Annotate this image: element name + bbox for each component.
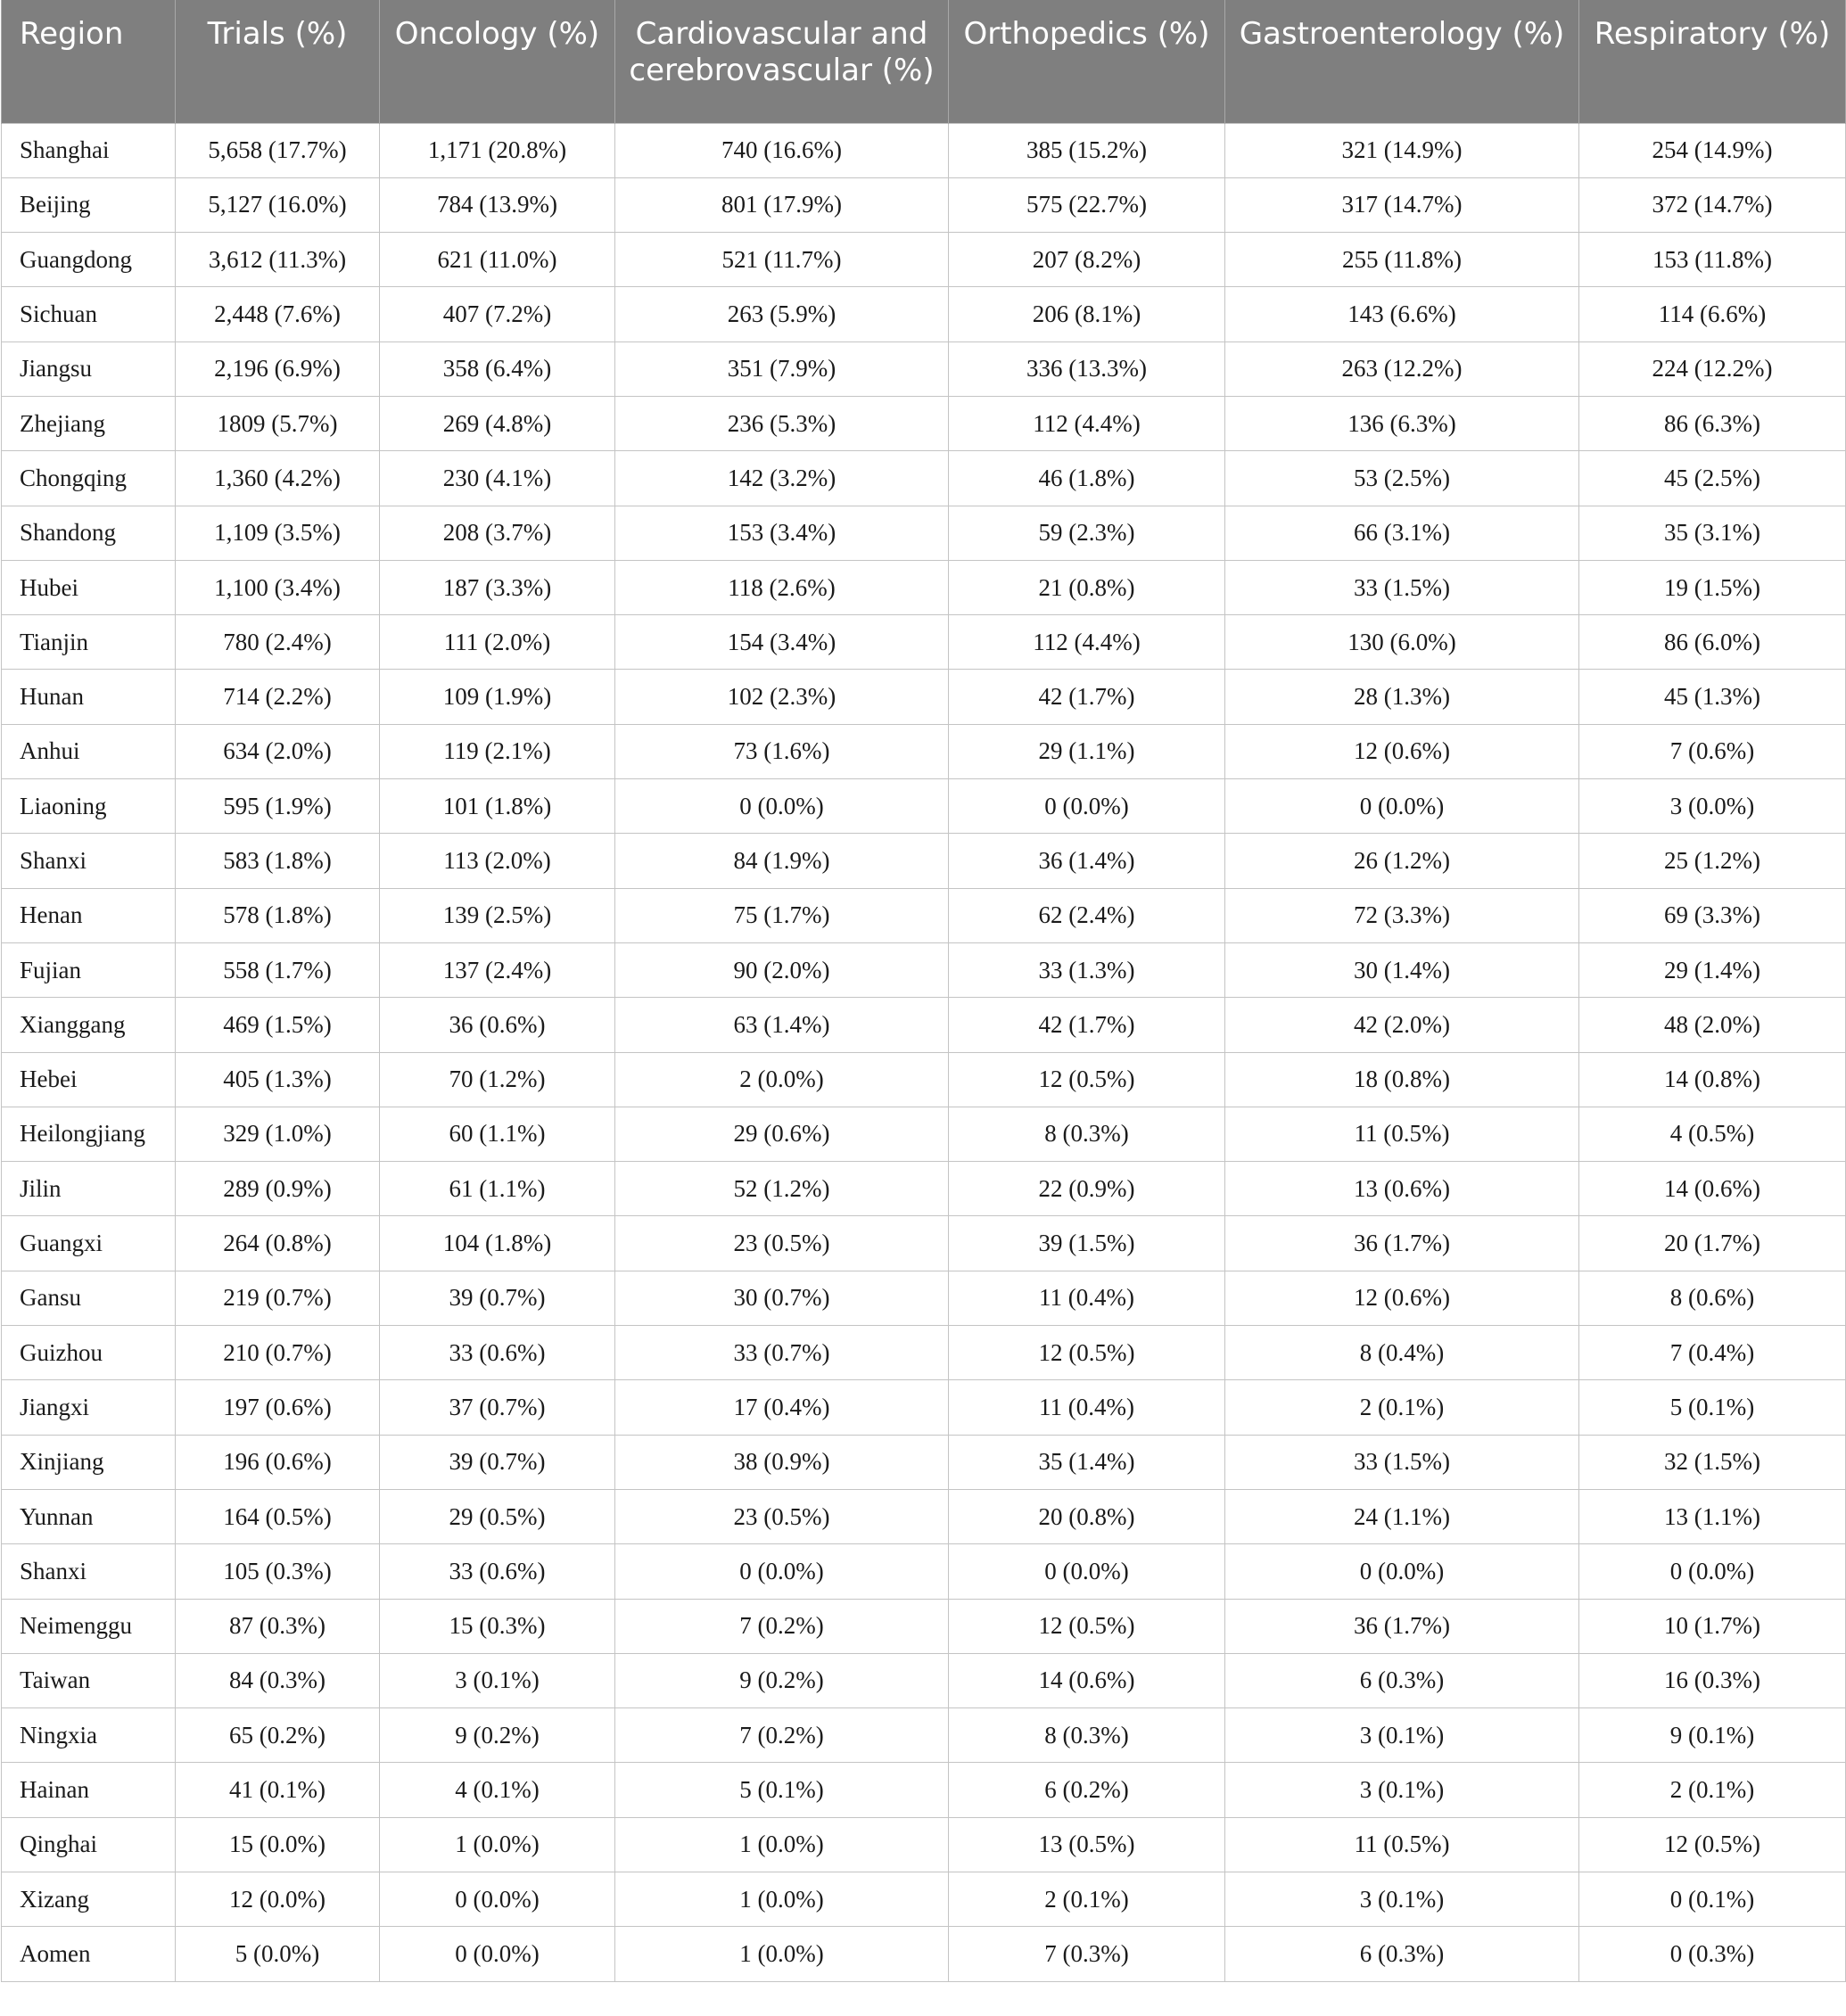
table-row bbox=[2, 287, 1846, 341]
cell-cardiovascular: 0 (0.0%) bbox=[615, 779, 949, 834]
cell-orthopedics: 6 (0.2%) bbox=[949, 1763, 1225, 1817]
cell-trials: 12 (0.0%) bbox=[176, 1872, 380, 1927]
cell-region: Guangxi bbox=[2, 1216, 176, 1271]
cell-gastroenterology: 36 (1.7%) bbox=[1225, 1599, 1579, 1653]
cell-trials: 87 (0.3%) bbox=[176, 1599, 380, 1653]
cell-cardiovascular: 740 (16.6%) bbox=[615, 123, 949, 177]
cell-region: Qinghai bbox=[2, 1817, 176, 1872]
cell-trials: 84 (0.3%) bbox=[176, 1653, 380, 1707]
cell-oncology: 70 (1.2%) bbox=[380, 1052, 615, 1107]
cell-respiratory: 114 (6.6%) bbox=[1579, 287, 1846, 341]
cell-region: Hebei bbox=[2, 1052, 176, 1107]
cell-oncology: 119 (2.1%) bbox=[380, 724, 615, 778]
table-row bbox=[2, 123, 1846, 177]
cell-oncology: 1,171 (20.8%) bbox=[380, 123, 615, 177]
cell-gastroenterology: 8 (0.4%) bbox=[1225, 1326, 1579, 1380]
cell-region: Hunan bbox=[2, 670, 176, 724]
cell-trials: 583 (1.8%) bbox=[176, 834, 380, 888]
cell-cardiovascular: 30 (0.7%) bbox=[615, 1271, 949, 1325]
cell-cardiovascular: 1 (0.0%) bbox=[615, 1872, 949, 1927]
cell-trials: 197 (0.6%) bbox=[176, 1380, 380, 1435]
cell-oncology: 269 (4.8%) bbox=[380, 396, 615, 450]
cell-gastroenterology: 3 (0.1%) bbox=[1225, 1708, 1579, 1763]
cell-cardiovascular: 801 (17.9%) bbox=[615, 177, 949, 232]
cell-oncology: 36 (0.6%) bbox=[380, 998, 615, 1052]
cell-cardiovascular: 1 (0.0%) bbox=[615, 1927, 949, 1981]
cell-gastroenterology: 3 (0.1%) bbox=[1225, 1763, 1579, 1817]
cell-respiratory: 254 (14.9%) bbox=[1579, 123, 1846, 177]
table-row bbox=[2, 1544, 1846, 1599]
table-row bbox=[2, 1216, 1846, 1271]
table-row bbox=[2, 1380, 1846, 1435]
cell-orthopedics: 22 (0.9%) bbox=[949, 1162, 1225, 1216]
table-row bbox=[2, 560, 1846, 614]
cell-respiratory: 16 (0.3%) bbox=[1579, 1653, 1846, 1707]
table-row bbox=[2, 1927, 1846, 1981]
cell-oncology: 187 (3.3%) bbox=[380, 560, 615, 614]
cell-trials: 3,612 (11.3%) bbox=[176, 233, 380, 287]
cell-orthopedics: 112 (4.4%) bbox=[949, 396, 1225, 450]
cell-orthopedics: 29 (1.1%) bbox=[949, 724, 1225, 778]
cell-region: Heilongjiang bbox=[2, 1107, 176, 1161]
cell-respiratory: 9 (0.1%) bbox=[1579, 1708, 1846, 1763]
table-row bbox=[2, 396, 1846, 450]
header-respiratory: Respiratory (%) bbox=[1579, 0, 1846, 123]
cell-trials: 210 (0.7%) bbox=[176, 1326, 380, 1380]
cell-orthopedics: 59 (2.3%) bbox=[949, 506, 1225, 560]
cell-cardiovascular: 102 (2.3%) bbox=[615, 670, 949, 724]
cell-trials: 164 (0.5%) bbox=[176, 1489, 380, 1543]
table-row bbox=[2, 506, 1846, 560]
cell-oncology: 111 (2.0%) bbox=[380, 615, 615, 670]
cell-oncology: 37 (0.7%) bbox=[380, 1380, 615, 1435]
cell-gastroenterology: 317 (14.7%) bbox=[1225, 177, 1579, 232]
cell-region: Aomen bbox=[2, 1927, 176, 1981]
cell-oncology: 109 (1.9%) bbox=[380, 670, 615, 724]
table-row bbox=[2, 1162, 1846, 1216]
cell-trials: 714 (2.2%) bbox=[176, 670, 380, 724]
header-gastroenterology: Gastroenterology (%) bbox=[1225, 0, 1579, 123]
cell-gastroenterology: 72 (3.3%) bbox=[1225, 888, 1579, 942]
cell-respiratory: 20 (1.7%) bbox=[1579, 1216, 1846, 1271]
cell-oncology: 208 (3.7%) bbox=[380, 506, 615, 560]
cell-trials: 5 (0.0%) bbox=[176, 1927, 380, 1981]
table-row bbox=[2, 724, 1846, 778]
cell-oncology: 358 (6.4%) bbox=[380, 341, 615, 396]
cell-region: Fujian bbox=[2, 942, 176, 997]
cell-cardiovascular: 118 (2.6%) bbox=[615, 560, 949, 614]
cell-oncology: 0 (0.0%) bbox=[380, 1927, 615, 1981]
header-row bbox=[2, 0, 1846, 123]
cell-cardiovascular: 142 (3.2%) bbox=[615, 451, 949, 506]
cell-gastroenterology: 42 (2.0%) bbox=[1225, 998, 1579, 1052]
cell-cardiovascular: 236 (5.3%) bbox=[615, 396, 949, 450]
cell-cardiovascular: 351 (7.9%) bbox=[615, 341, 949, 396]
cell-oncology: 39 (0.7%) bbox=[380, 1271, 615, 1325]
cell-respiratory: 10 (1.7%) bbox=[1579, 1599, 1846, 1653]
cell-cardiovascular: 154 (3.4%) bbox=[615, 615, 949, 670]
cell-oncology: 104 (1.8%) bbox=[380, 1216, 615, 1271]
table-row bbox=[2, 615, 1846, 670]
cell-oncology: 9 (0.2%) bbox=[380, 1708, 615, 1763]
cell-orthopedics: 8 (0.3%) bbox=[949, 1708, 1225, 1763]
cell-region: Yunnan bbox=[2, 1489, 176, 1543]
cell-oncology: 61 (1.1%) bbox=[380, 1162, 615, 1216]
cell-oncology: 139 (2.5%) bbox=[380, 888, 615, 942]
table-row bbox=[2, 670, 1846, 724]
cell-orthopedics: 12 (0.5%) bbox=[949, 1052, 1225, 1107]
cell-oncology: 113 (2.0%) bbox=[380, 834, 615, 888]
table-row bbox=[2, 233, 1846, 287]
cell-cardiovascular: 9 (0.2%) bbox=[615, 1653, 949, 1707]
cell-trials: 595 (1.9%) bbox=[176, 779, 380, 834]
table-row bbox=[2, 942, 1846, 997]
cell-orthopedics: 206 (8.1%) bbox=[949, 287, 1225, 341]
cell-trials: 634 (2.0%) bbox=[176, 724, 380, 778]
cell-oncology: 39 (0.7%) bbox=[380, 1435, 615, 1489]
cell-region: Sichuan bbox=[2, 287, 176, 341]
cell-cardiovascular: 38 (0.9%) bbox=[615, 1435, 949, 1489]
cell-orthopedics: 8 (0.3%) bbox=[949, 1107, 1225, 1161]
cell-oncology: 60 (1.1%) bbox=[380, 1107, 615, 1161]
cell-respiratory: 0 (0.3%) bbox=[1579, 1927, 1846, 1981]
cell-gastroenterology: 33 (1.5%) bbox=[1225, 560, 1579, 614]
cell-gastroenterology: 13 (0.6%) bbox=[1225, 1162, 1579, 1216]
cell-respiratory: 69 (3.3%) bbox=[1579, 888, 1846, 942]
cell-gastroenterology: 0 (0.0%) bbox=[1225, 1544, 1579, 1599]
cell-region: Tianjin bbox=[2, 615, 176, 670]
cell-oncology: 137 (2.4%) bbox=[380, 942, 615, 997]
cell-orthopedics: 46 (1.8%) bbox=[949, 451, 1225, 506]
cell-respiratory: 86 (6.3%) bbox=[1579, 396, 1846, 450]
cell-gastroenterology: 6 (0.3%) bbox=[1225, 1653, 1579, 1707]
cell-orthopedics: 35 (1.4%) bbox=[949, 1435, 1225, 1489]
header-oncology: Oncology (%) bbox=[380, 0, 615, 123]
cell-cardiovascular: 0 (0.0%) bbox=[615, 1544, 949, 1599]
cell-cardiovascular: 75 (1.7%) bbox=[615, 888, 949, 942]
cell-orthopedics: 42 (1.7%) bbox=[949, 670, 1225, 724]
table-row bbox=[2, 779, 1846, 834]
cell-gastroenterology: 0 (0.0%) bbox=[1225, 779, 1579, 834]
header-orthopedics: Orthopedics (%) bbox=[949, 0, 1225, 123]
cell-oncology: 621 (11.0%) bbox=[380, 233, 615, 287]
region-trials-table bbox=[1, 0, 1846, 1982]
cell-oncology: 0 (0.0%) bbox=[380, 1872, 615, 1927]
cell-oncology: 230 (4.1%) bbox=[380, 451, 615, 506]
cell-trials: 1,109 (3.5%) bbox=[176, 506, 380, 560]
cell-cardiovascular: 90 (2.0%) bbox=[615, 942, 949, 997]
cell-trials: 65 (0.2%) bbox=[176, 1708, 380, 1763]
cell-trials: 41 (0.1%) bbox=[176, 1763, 380, 1817]
cell-region: Liaoning bbox=[2, 779, 176, 834]
cell-gastroenterology: 18 (0.8%) bbox=[1225, 1052, 1579, 1107]
table-row bbox=[2, 1763, 1846, 1817]
cell-orthopedics: 385 (15.2%) bbox=[949, 123, 1225, 177]
cell-oncology: 1 (0.0%) bbox=[380, 1817, 615, 1872]
cell-orthopedics: 33 (1.3%) bbox=[949, 942, 1225, 997]
cell-respiratory: 32 (1.5%) bbox=[1579, 1435, 1846, 1489]
table-body bbox=[2, 123, 1846, 1981]
cell-oncology: 4 (0.1%) bbox=[380, 1763, 615, 1817]
table-row bbox=[2, 341, 1846, 396]
cell-region: Hubei bbox=[2, 560, 176, 614]
cell-orthopedics: 36 (1.4%) bbox=[949, 834, 1225, 888]
cell-gastroenterology: 66 (3.1%) bbox=[1225, 506, 1579, 560]
cell-orthopedics: 336 (13.3%) bbox=[949, 341, 1225, 396]
cell-respiratory: 4 (0.5%) bbox=[1579, 1107, 1846, 1161]
cell-region: Guangdong bbox=[2, 233, 176, 287]
cell-trials: 405 (1.3%) bbox=[176, 1052, 380, 1107]
cell-oncology: 33 (0.6%) bbox=[380, 1544, 615, 1599]
cell-oncology: 784 (13.9%) bbox=[380, 177, 615, 232]
cell-respiratory: 372 (14.7%) bbox=[1579, 177, 1846, 232]
cell-orthopedics: 12 (0.5%) bbox=[949, 1326, 1225, 1380]
cell-cardiovascular: 7 (0.2%) bbox=[615, 1599, 949, 1653]
cell-cardiovascular: 2 (0.0%) bbox=[615, 1052, 949, 1107]
cell-gastroenterology: 6 (0.3%) bbox=[1225, 1927, 1579, 1981]
cell-trials: 15 (0.0%) bbox=[176, 1817, 380, 1872]
cell-respiratory: 14 (0.6%) bbox=[1579, 1162, 1846, 1216]
cell-trials: 196 (0.6%) bbox=[176, 1435, 380, 1489]
cell-orthopedics: 0 (0.0%) bbox=[949, 1544, 1225, 1599]
cell-trials: 2,196 (6.9%) bbox=[176, 341, 380, 396]
cell-trials: 105 (0.3%) bbox=[176, 1544, 380, 1599]
cell-gastroenterology: 255 (11.8%) bbox=[1225, 233, 1579, 287]
cell-gastroenterology: 130 (6.0%) bbox=[1225, 615, 1579, 670]
cell-trials: 469 (1.5%) bbox=[176, 998, 380, 1052]
cell-trials: 578 (1.8%) bbox=[176, 888, 380, 942]
cell-orthopedics: 39 (1.5%) bbox=[949, 1216, 1225, 1271]
cell-respiratory: 5 (0.1%) bbox=[1579, 1380, 1846, 1435]
cell-respiratory: 29 (1.4%) bbox=[1579, 942, 1846, 997]
cell-region: Jiangsu bbox=[2, 341, 176, 396]
table-row bbox=[2, 834, 1846, 888]
cell-gastroenterology: 12 (0.6%) bbox=[1225, 724, 1579, 778]
cell-respiratory: 19 (1.5%) bbox=[1579, 560, 1846, 614]
cell-oncology: 15 (0.3%) bbox=[380, 1599, 615, 1653]
cell-orthopedics: 62 (2.4%) bbox=[949, 888, 1225, 942]
cell-oncology: 29 (0.5%) bbox=[380, 1489, 615, 1543]
cell-respiratory: 14 (0.8%) bbox=[1579, 1052, 1846, 1107]
table-row bbox=[2, 1326, 1846, 1380]
cell-gastroenterology: 136 (6.3%) bbox=[1225, 396, 1579, 450]
cell-respiratory: 45 (1.3%) bbox=[1579, 670, 1846, 724]
cell-respiratory: 3 (0.0%) bbox=[1579, 779, 1846, 834]
cell-region: Xianggang bbox=[2, 998, 176, 1052]
cell-respiratory: 48 (2.0%) bbox=[1579, 998, 1846, 1052]
cell-orthopedics: 20 (0.8%) bbox=[949, 1489, 1225, 1543]
cell-gastroenterology: 263 (12.2%) bbox=[1225, 341, 1579, 396]
cell-respiratory: 8 (0.6%) bbox=[1579, 1271, 1846, 1325]
cell-cardiovascular: 73 (1.6%) bbox=[615, 724, 949, 778]
cell-region: Gansu bbox=[2, 1271, 176, 1325]
cell-gastroenterology: 26 (1.2%) bbox=[1225, 834, 1579, 888]
cell-region: Zhejiang bbox=[2, 396, 176, 450]
cell-orthopedics: 42 (1.7%) bbox=[949, 998, 1225, 1052]
header-region: Region bbox=[2, 0, 176, 123]
cell-trials: 264 (0.8%) bbox=[176, 1216, 380, 1271]
cell-region: Xinjiang bbox=[2, 1435, 176, 1489]
cell-region: Jilin bbox=[2, 1162, 176, 1216]
table-row bbox=[2, 998, 1846, 1052]
cell-cardiovascular: 23 (0.5%) bbox=[615, 1216, 949, 1271]
table-row bbox=[2, 1817, 1846, 1872]
cell-cardiovascular: 153 (3.4%) bbox=[615, 506, 949, 560]
cell-trials: 289 (0.9%) bbox=[176, 1162, 380, 1216]
cell-respiratory: 2 (0.1%) bbox=[1579, 1763, 1846, 1817]
cell-orthopedics: 2 (0.1%) bbox=[949, 1872, 1225, 1927]
cell-trials: 1,100 (3.4%) bbox=[176, 560, 380, 614]
cell-trials: 5,658 (17.7%) bbox=[176, 123, 380, 177]
cell-respiratory: 0 (0.0%) bbox=[1579, 1544, 1846, 1599]
cell-gastroenterology: 11 (0.5%) bbox=[1225, 1817, 1579, 1872]
cell-trials: 5,127 (16.0%) bbox=[176, 177, 380, 232]
cell-region: Xizang bbox=[2, 1872, 176, 1927]
cell-cardiovascular: 23 (0.5%) bbox=[615, 1489, 949, 1543]
cell-cardiovascular: 33 (0.7%) bbox=[615, 1326, 949, 1380]
cell-gastroenterology: 30 (1.4%) bbox=[1225, 942, 1579, 997]
cell-respiratory: 86 (6.0%) bbox=[1579, 615, 1846, 670]
cell-gastroenterology: 33 (1.5%) bbox=[1225, 1435, 1579, 1489]
cell-cardiovascular: 63 (1.4%) bbox=[615, 998, 949, 1052]
table-row bbox=[2, 1872, 1846, 1927]
cell-gastroenterology: 28 (1.3%) bbox=[1225, 670, 1579, 724]
cell-cardiovascular: 5 (0.1%) bbox=[615, 1763, 949, 1817]
table-row bbox=[2, 1708, 1846, 1763]
cell-orthopedics: 112 (4.4%) bbox=[949, 615, 1225, 670]
cell-cardiovascular: 521 (11.7%) bbox=[615, 233, 949, 287]
cell-gastroenterology: 321 (14.9%) bbox=[1225, 123, 1579, 177]
cell-region: Jiangxi bbox=[2, 1380, 176, 1435]
cell-region: Guizhou bbox=[2, 1326, 176, 1380]
cell-gastroenterology: 11 (0.5%) bbox=[1225, 1107, 1579, 1161]
cell-orthopedics: 575 (22.7%) bbox=[949, 177, 1225, 232]
cell-trials: 558 (1.7%) bbox=[176, 942, 380, 997]
cell-trials: 219 (0.7%) bbox=[176, 1271, 380, 1325]
cell-region: Beijing bbox=[2, 177, 176, 232]
table-row bbox=[2, 888, 1846, 942]
table-row bbox=[2, 1107, 1846, 1161]
table-row bbox=[2, 177, 1846, 232]
cell-respiratory: 7 (0.4%) bbox=[1579, 1326, 1846, 1380]
cell-orthopedics: 12 (0.5%) bbox=[949, 1599, 1225, 1653]
table-row bbox=[2, 1599, 1846, 1653]
cell-orthopedics: 207 (8.2%) bbox=[949, 233, 1225, 287]
cell-region: Hainan bbox=[2, 1763, 176, 1817]
cell-gastroenterology: 53 (2.5%) bbox=[1225, 451, 1579, 506]
cell-orthopedics: 11 (0.4%) bbox=[949, 1380, 1225, 1435]
cell-trials: 2,448 (7.6%) bbox=[176, 287, 380, 341]
header-cardiovascular: Cardiovascular and cerebrovascular (%) bbox=[615, 0, 949, 123]
cell-respiratory: 224 (12.2%) bbox=[1579, 341, 1846, 396]
cell-region: Henan bbox=[2, 888, 176, 942]
cell-region: Taiwan bbox=[2, 1653, 176, 1707]
cell-gastroenterology: 36 (1.7%) bbox=[1225, 1216, 1579, 1271]
cell-respiratory: 12 (0.5%) bbox=[1579, 1817, 1846, 1872]
cell-cardiovascular: 263 (5.9%) bbox=[615, 287, 949, 341]
cell-orthopedics: 7 (0.3%) bbox=[949, 1927, 1225, 1981]
table-row bbox=[2, 1489, 1846, 1543]
cell-respiratory: 13 (1.1%) bbox=[1579, 1489, 1846, 1543]
table-header bbox=[2, 0, 1846, 123]
cell-region: Shanxi bbox=[2, 834, 176, 888]
cell-cardiovascular: 17 (0.4%) bbox=[615, 1380, 949, 1435]
cell-gastroenterology: 3 (0.1%) bbox=[1225, 1872, 1579, 1927]
cell-gastroenterology: 2 (0.1%) bbox=[1225, 1380, 1579, 1435]
cell-respiratory: 7 (0.6%) bbox=[1579, 724, 1846, 778]
table-row bbox=[2, 1653, 1846, 1707]
cell-respiratory: 45 (2.5%) bbox=[1579, 451, 1846, 506]
table-row bbox=[2, 451, 1846, 506]
cell-region: Chongqing bbox=[2, 451, 176, 506]
table-row bbox=[2, 1052, 1846, 1107]
cell-respiratory: 25 (1.2%) bbox=[1579, 834, 1846, 888]
cell-cardiovascular: 7 (0.2%) bbox=[615, 1708, 949, 1763]
cell-region: Shanghai bbox=[2, 123, 176, 177]
header-trials: Trials (%) bbox=[176, 0, 380, 123]
cell-respiratory: 0 (0.1%) bbox=[1579, 1872, 1846, 1927]
cell-region: Neimenggu bbox=[2, 1599, 176, 1653]
cell-gastroenterology: 12 (0.6%) bbox=[1225, 1271, 1579, 1325]
cell-orthopedics: 0 (0.0%) bbox=[949, 779, 1225, 834]
cell-trials: 1809 (5.7%) bbox=[176, 396, 380, 450]
cell-oncology: 407 (7.2%) bbox=[380, 287, 615, 341]
cell-orthopedics: 14 (0.6%) bbox=[949, 1653, 1225, 1707]
cell-respiratory: 153 (11.8%) bbox=[1579, 233, 1846, 287]
cell-cardiovascular: 1 (0.0%) bbox=[615, 1817, 949, 1872]
cell-trials: 780 (2.4%) bbox=[176, 615, 380, 670]
cell-oncology: 3 (0.1%) bbox=[380, 1653, 615, 1707]
cell-orthopedics: 21 (0.8%) bbox=[949, 560, 1225, 614]
cell-respiratory: 35 (3.1%) bbox=[1579, 506, 1846, 560]
table-row bbox=[2, 1435, 1846, 1489]
cell-orthopedics: 11 (0.4%) bbox=[949, 1271, 1225, 1325]
cell-oncology: 101 (1.8%) bbox=[380, 779, 615, 834]
cell-region: Shanxi bbox=[2, 1544, 176, 1599]
cell-orthopedics: 13 (0.5%) bbox=[949, 1817, 1225, 1872]
cell-region: Shandong bbox=[2, 506, 176, 560]
cell-trials: 1,360 (4.2%) bbox=[176, 451, 380, 506]
cell-gastroenterology: 24 (1.1%) bbox=[1225, 1489, 1579, 1543]
cell-cardiovascular: 52 (1.2%) bbox=[615, 1162, 949, 1216]
cell-trials: 329 (1.0%) bbox=[176, 1107, 380, 1161]
cell-cardiovascular: 29 (0.6%) bbox=[615, 1107, 949, 1161]
table-row bbox=[2, 1271, 1846, 1325]
cell-region: Ningxia bbox=[2, 1708, 176, 1763]
cell-oncology: 33 (0.6%) bbox=[380, 1326, 615, 1380]
cell-gastroenterology: 143 (6.6%) bbox=[1225, 287, 1579, 341]
cell-cardiovascular: 84 (1.9%) bbox=[615, 834, 949, 888]
cell-region: Anhui bbox=[2, 724, 176, 778]
